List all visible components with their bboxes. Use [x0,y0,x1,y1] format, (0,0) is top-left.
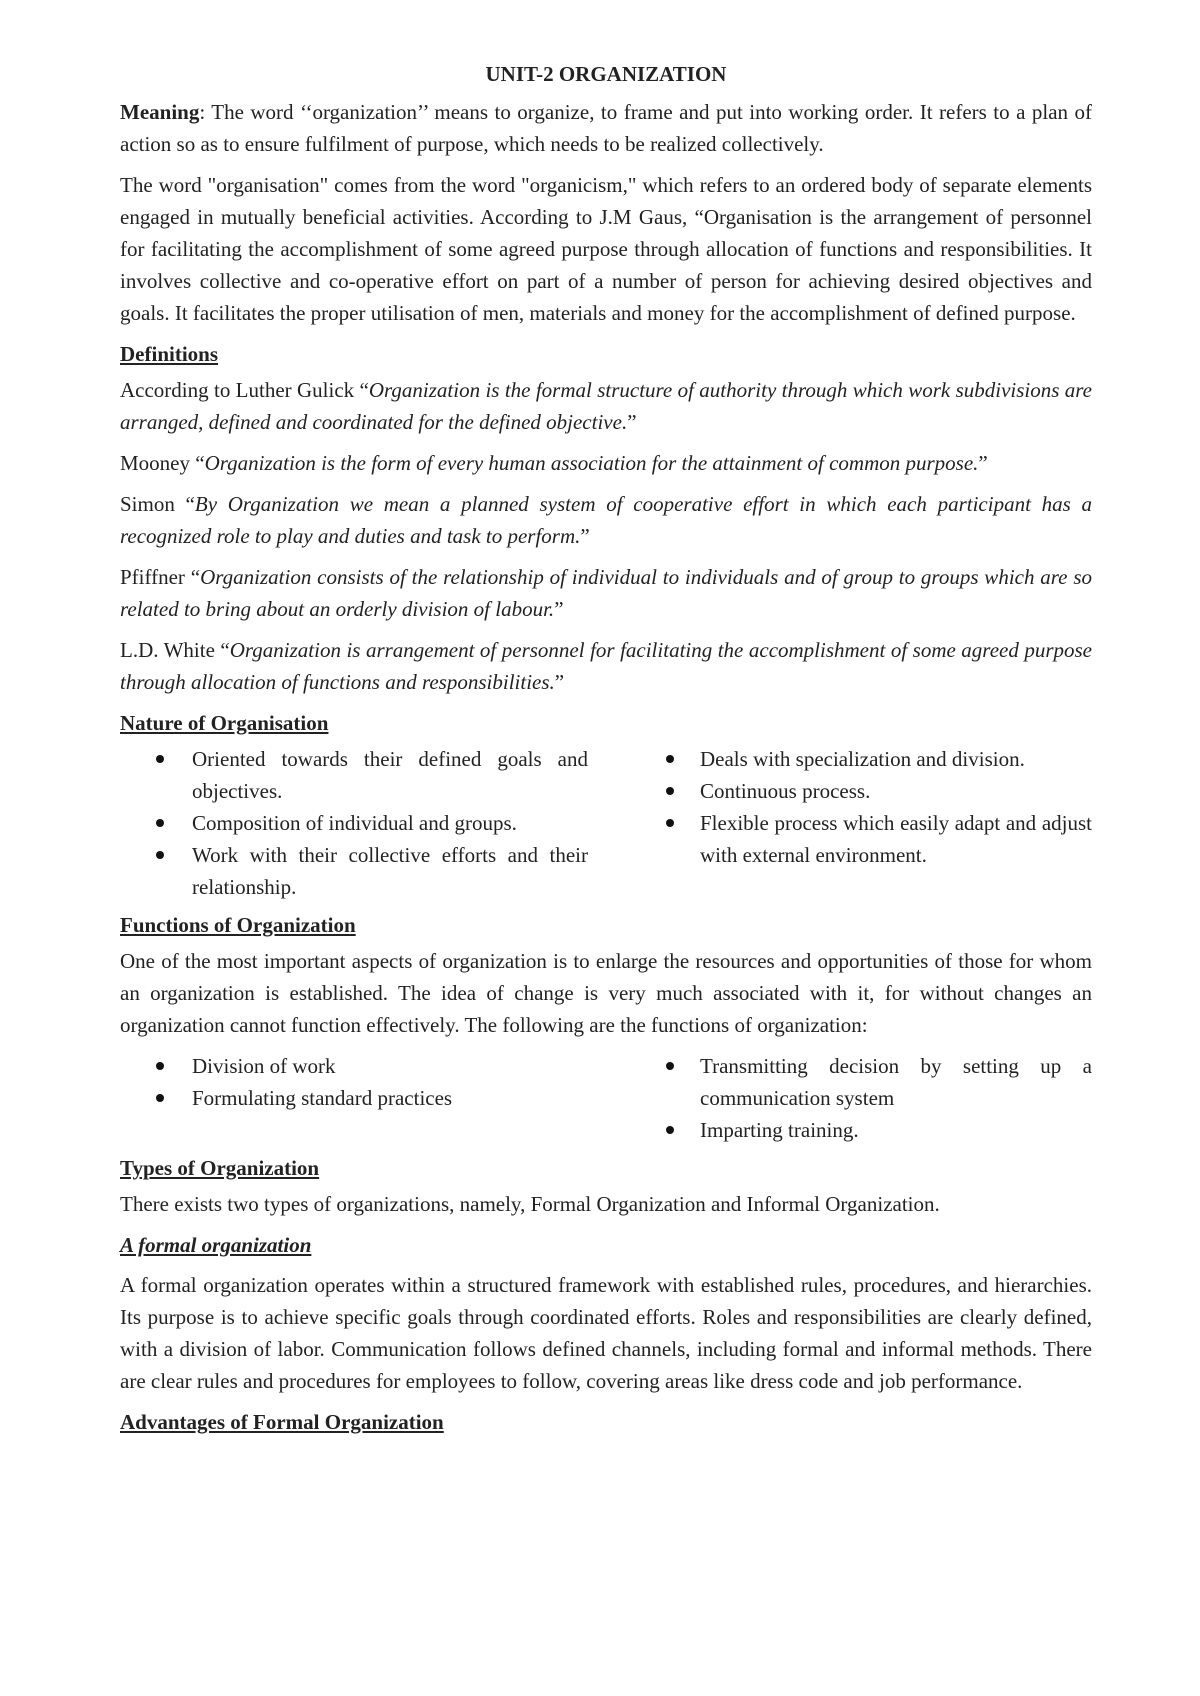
definition-close-quote: ” [554,670,565,694]
organisation-paragraph: The word "organisation" comes from the word "organicism," which refers to an ordered body of separate elements engaged in mutually beneficial activities. According to J.M Gaus, “Organisation is the arrangement of personnel for facilitating the accomplishment of some agreed purpose through allocation of functions and responsibilities. It involves collective and co-operative effort on part of a number of person for achieving desired objectives and goals. It facilitates the proper utilisation of men, materials and money for the accomplishment of defined purpose. [120,173,1092,325]
nature-list [120,743,1092,903]
types-heading: Types of Organization [120,1156,320,1180]
definition-close-quote: ” [580,524,590,548]
functions-list-right [660,1050,1092,1146]
functions-intro: One of the most important aspects of organization is to enlarge the resources and opportunities of those for whom an organization is established. The idea of change is very much associated with it, for without changes an organization cannot function effectively. The following are the functions of organization: [120,949,1092,1037]
definition-pfiffner [120,561,1092,625]
definition-simon [120,488,1092,552]
types-paragraph: There exists two types of organizations, namely, Formal Organization and Informal Organization. [120,1192,940,1216]
meaning-label: Meaning [120,100,200,124]
definition-author: According to Luther Gulick “ [120,378,369,402]
list-item: Deals with specialization and division. [660,743,1092,775]
list-item: Continuous process. [660,775,1092,807]
functions-heading: Functions of Organization [120,913,356,937]
definition-quote: Organization is the formal structure of authority through which work subdivisions are arranged, defined and coordinated for the defined objective. [120,378,1093,434]
functions-list [120,1050,1092,1146]
definition-quote: Organization is arrangement of personnel for facilitating the accomplishment of some agreed purpose through allocation of functions and responsibilities. [120,638,1092,694]
list-item: Imparting training. [660,1114,1092,1146]
definition-author: L.D. White “ [120,638,230,662]
definition-white [120,634,1092,698]
list-item: Oriented towards their defined goals and objectives. [120,743,588,807]
nature-list-left [120,743,588,903]
definition-quote: Organization consists of the relationship of individual to individuals and of group to groups which are so related to bring about an orderly division of labour. [120,565,1092,621]
formal-heading: A formal organization [120,1233,312,1257]
definition-close-quote: ” [978,451,988,475]
advantages-heading: Advantages of Formal Organization [120,1410,444,1434]
definition-author: Simon “ [120,492,195,516]
list-item: Division of work [120,1050,588,1082]
list-item: Work with their collective efforts and their relationship. [120,839,588,903]
definition-author: Pfiffner “ [120,565,201,589]
definition-close-quote: ” [554,597,564,621]
definition-author: Mooney “ [120,451,205,475]
list-item: Flexible process which easily adapt and adjust with external environment. [660,807,1092,871]
meaning-text: : The word ‘‘organization’’ means to organize, to frame and put into working order. It refers to a plan of action so as to ensure fulfilment of purpose, which needs to be realized collectively. [120,100,1092,156]
definitions-heading: Definitions [120,342,219,366]
functions-list-left [120,1050,588,1146]
definition-quote: Organization is the form of every human association for the attainment of common purpose. [204,451,979,475]
list-item: Transmitting decision by setting up a communication system [660,1050,1092,1114]
list-item: Formulating standard practices [120,1082,588,1114]
nature-list-right [660,743,1092,903]
meaning-paragraph [120,96,1092,160]
definition-mooney [120,447,1092,479]
definition-close-quote: ” [627,410,637,434]
definition-gulick [120,374,1092,438]
list-item: Composition of individual and groups. [120,807,588,839]
definition-quote: By Organization we mean a planned system of cooperative effort in which each participant has a recognized role to play and duties and task to perform. [120,492,1093,548]
formal-paragraph: A formal organization operates within a structured framework with established rules, procedures, and hierarchies. Its purpose is to achieve specific goals through coordinated efforts. Roles and responsibilities are clearly defined, with a division of labor. Communication follows defined channels, including formal and informal methods. There are clear rules and procedures for employees to follow, covering areas like dress code and job performance. [120,1273,1092,1393]
nature-heading: Nature of Organisation [120,711,329,735]
page-title: UNIT-2 ORGANIZATION [485,62,727,86]
